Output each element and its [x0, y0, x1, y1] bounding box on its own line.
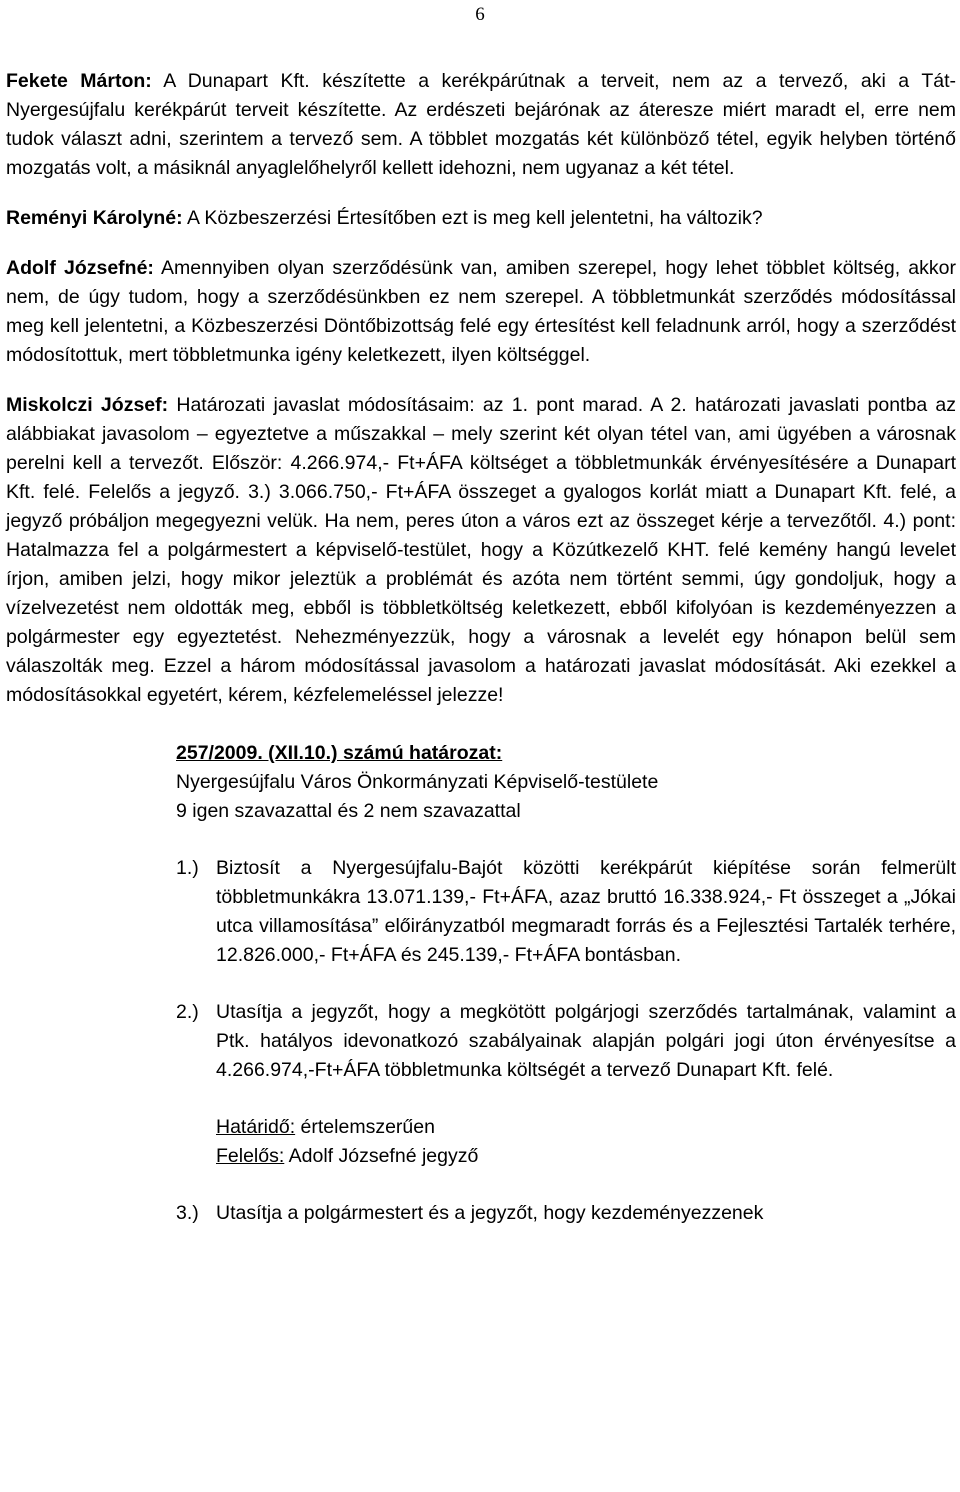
paragraph-miskolczi-jozsef [6, 391, 956, 710]
deadline-value: értelemszerűen [295, 1116, 435, 1138]
paragraph-text: A Dunapart Kft. készítette a kerékpárútnak a terveit, nem az a tervező, aki a Tát-Nyergesújfalu kerékpárút terveit készítette. Az erdészeti bejárónak az áteresze miért maradt el, erre nem tudok választ adni, szerintem a tervező sem. A többlet mozgatás két különböző tétel, egyik helyben történő mozgatás volt, a másiknál anyaglelőhelyről kellett idehozni, nem ugyanaz a két tétel. [6, 70, 956, 179]
deadline-label: Határidő: [216, 1116, 296, 1138]
resolution-title: 257/2009. (XII.10.) számú határozat: [176, 742, 503, 764]
resolution-block [176, 739, 956, 826]
speaker-name: Reményi Károlyné: [6, 207, 183, 229]
item-number: 3.) [176, 1202, 199, 1224]
speaker-name: Miskolczi József: [6, 394, 169, 416]
resolution-body: Nyergesújfalu Város Önkormányzati Képviselő-testülete [176, 771, 659, 793]
resolution-item-3 [176, 1199, 956, 1228]
responsible-line [216, 1142, 956, 1171]
paragraph-text: Amennyiben olyan szerződésünk van, amiben szerepel, hogy lehet többlet költség, akkor nem, de úgy tudom, hogy a szerződésünkben ez nem szerepel. A többletmunkát szerződés módosítással meg kell jelentetni, a Közbeszerzési Döntőbizottság felé egy értesítést kell feladnunk arról, hogy a szerződést módosítottuk, mert többletmunka igény keletkezett, ilyen költséggel. [6, 257, 956, 366]
page-number: 6 [475, 4, 485, 25]
speaker-name: Adolf Józsefné: [6, 257, 154, 279]
document-body [6, 67, 956, 1228]
item-text: Biztosít a Nyergesújfalu-Bajót közötti kerékpárút kiépítése során felmerült többletmunkákra 13.071.139,- Ft+ÁFA, azaz bruttó 16.338.924,- Ft összeget a „Jókai utca villamosítása” előirányzatból megmaradt forrás és a Fejlesztési Tartalék terhére, 12.826.000,- Ft+ÁFA és 245.139,- Ft+ÁFA bontásban. [216, 857, 956, 966]
item-text: Utasítja a jegyzőt, hogy a megkötött polgárjogi szerződés tartalmának, valamint a Ptk. hatályos idevonatkozó szabályainak alapján polgári jogi úton érvényesítse a 4.266.974,-Ft+ÁFA többletmunka költségét a tervező Dunapart Kft. felé. [216, 1001, 956, 1081]
paragraph-text: Határozati javaslat módosításaim: az 1. pont marad. A 2. határozati javaslati pontba az alábbiakat javasolom – egyeztetve a műszakkal – mely szerint két olyan tétel van, ami ügyében a városnak perelni kell a tervezőt. Először: 4.266.974,- Ft+ÁFA költséget a többletmunkák érvényesítésére a Dunapart Kft. felé. Felelős a jegyző. 3.) 3.066.750,- Ft+ÁFA összeget a gyalogos korlát miatt a Dunapart Kft. felé, a jegyző próbáljon megegyezni velük. Ha nem, peres úton a város ezt az összeget kérje a tervezőtől. 4.) pont: Hatalmazza fel a polgármestert a képviselő-testület, hogy a Közútkezelő KHT. felé kemény hangú levelet írjon, amiben jelzi, hogy mikor jeleztük a problémát és azóta nem történt semmi, úgy gondoljuk, hogy a vízelvezetést nem oldották meg, ebből is többletköltség keletkezett, ebből kifolyóan is kezdeményezzen a polgármester egy egyeztetést. Nehezményezzük, hogy a városnak a levelét egy hónapon belül sem válaszolták meg. Ezzel a három módosítással javasolom a határozati javaslat módosítását. Aki ezekkel a módosításokkal egyetért, kérem, kézfelemeléssel jelezze! [6, 394, 957, 706]
resolution-item-2 [176, 998, 956, 1085]
item-text: Utasítja a polgármestert és a jegyzőt, hogy kezdeményezzenek [216, 1202, 764, 1224]
item-number: 2.) [176, 1001, 199, 1023]
paragraph-fekete-marton [6, 67, 956, 183]
deadline-block [216, 1113, 956, 1171]
deadline-line [216, 1113, 956, 1142]
item-number: 1.) [176, 857, 199, 879]
paragraph-text: A Közbeszerzési Értesítőben ezt is meg kell jelentetni, ha változik? [187, 207, 763, 229]
responsible-label: Felelős: [216, 1145, 285, 1167]
speaker-name: Fekete Márton: [6, 70, 152, 92]
resolution-vote: 9 igen szavazattal és 2 nem szavazattal [176, 800, 521, 822]
paragraph-remenyi-karolyne [6, 204, 956, 233]
paragraph-adolf-jozsefne [6, 254, 956, 370]
resolution-item-1 [176, 854, 956, 970]
responsible-value: Adolf Józsefné jegyző [284, 1145, 479, 1167]
